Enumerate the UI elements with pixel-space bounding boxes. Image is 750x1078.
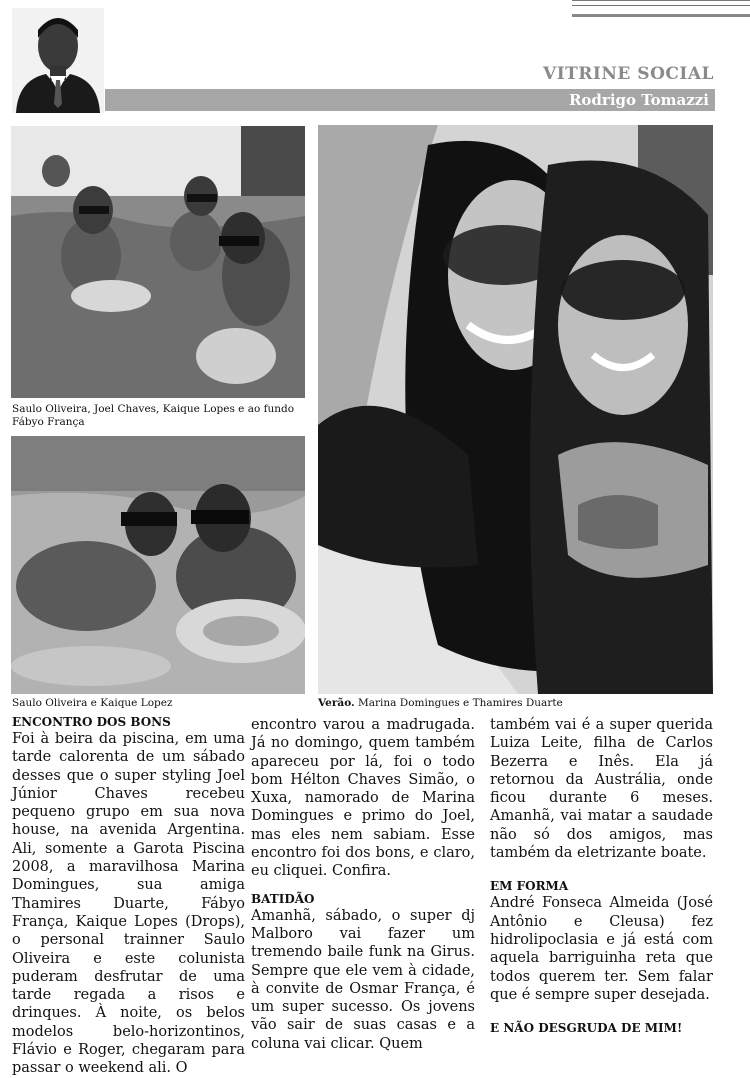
summer-photo [318, 125, 713, 694]
pool-photo-duo [11, 436, 305, 694]
section-title: VITRINE SOCIAL [543, 64, 714, 84]
author-name: Rodrigo Tomazzi [568, 91, 709, 109]
article-column-3 [490, 716, 713, 1036]
photo2-caption: Saulo Oliveira e Kaique Lopez [12, 697, 173, 709]
header-rule [572, 0, 750, 6]
photo3-caption-lead: Verão. [318, 697, 355, 709]
header-rule [572, 14, 750, 17]
article-paragraph: Foi à beira da piscina, em uma tarde calorenta de um sábado desses que o super styling Joel Júnior Chaves recebeu pequeno grupo em sua nova house, na avenida Argentina. Ali, somente a Garota Piscina 2008, a maravilhosa Marina Domingues, sua amiga Thamires Duarte, Fábyo França, Kaique Lopes (Drops), o personal trainner Saulo Oliveira e este colunista puderam desfrutar de uma tarde regada a risos e drinques. À noite, os belos modelos belo-horizontinos, Flávio e Roger, chegaram para passar o weekend ali. O [12, 731, 245, 1077]
pool-photo-group [11, 126, 305, 398]
photo1-caption: Saulo Oliveira, Joel Chaves, Kaique Lopes e ao fundo Fábyo França [12, 403, 295, 428]
photo3-caption-text: Marina Domingues e Thamires Duarte [358, 697, 563, 709]
article-paragraph: encontro varou a madrugada. Já no domingo, quem também apareceu por lá, foi o todo bom Hélton Chaves Simão, o Xuxa, namorado de Marina Domingues e primo do Joel, mas eles nem sabiam. Esse encontro foi dos bons, e claro, eu cliquei. Confira. [251, 717, 475, 880]
author-bar [105, 89, 715, 111]
closing-line: E NÃO DESGRUDA DE MIM! [490, 1021, 683, 1036]
article-paragraph: também vai é a super querida Luiza Leite, filha de Carlos Bezerra e Inês. Ela já retornou da Austrália, onde ficou durante 6 meses. Amanhã, vai matar a saudade não só dos amigos, mas também da eletrizante boate. [490, 717, 713, 862]
article-paragraph: Amanhã, sábado, o super dj Malboro vai fazer um tremendo baile funk na Girus. Sempre que ele vem à cidade, à convite de Osmar França, é um super sucesso. Os jovens vão sair de suas casas e a coluna vai clicar. Quem [251, 907, 475, 1052]
photo3-caption [318, 697, 718, 710]
article-column-1 [12, 714, 245, 1078]
author-portrait [12, 8, 104, 113]
section-heading: ENCONTRO DOS BONS [12, 715, 171, 729]
article-paragraph: André Fonseca Almeida (José Antônio e Cleusa) fez hidrolipoclasia e já está com aquela barriguinha reta que todos querem ter. Sem falar que é sempre super desejada. [490, 895, 713, 1003]
article-column-2 [251, 716, 475, 1053]
section-heading: BATIDÃO [251, 891, 315, 906]
section-heading: EM FORMA [490, 879, 569, 894]
